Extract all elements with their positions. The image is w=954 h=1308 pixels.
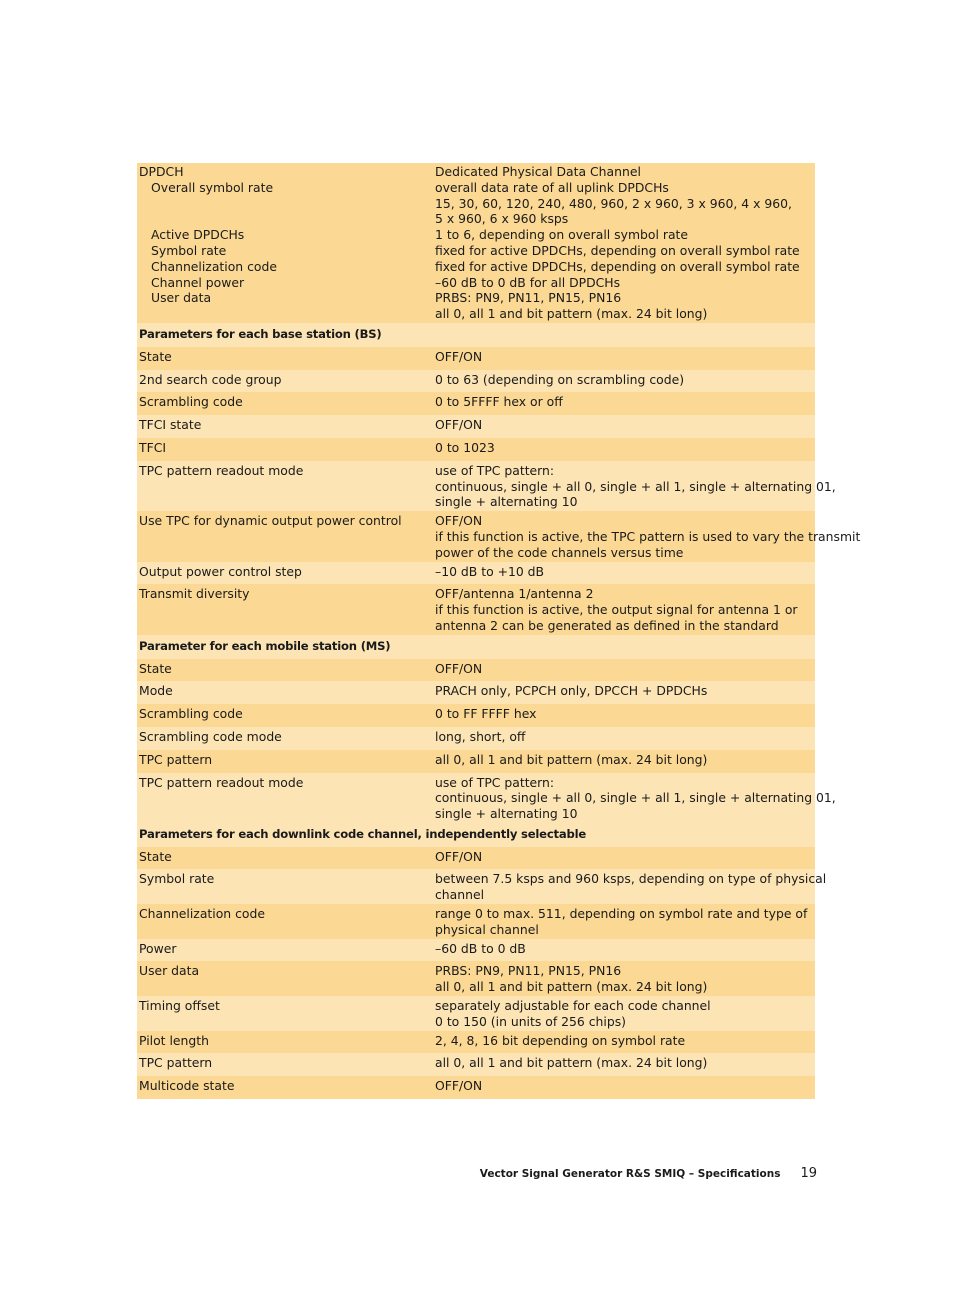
dpdch-value-line: –60 dB to 0 dB for all DPDCHs: [435, 274, 621, 290]
parameter-value: [435, 349, 815, 369]
dpdch-param-label: Overall symbol rate: [151, 179, 274, 195]
parameter-value: [435, 752, 815, 772]
table-row: [137, 904, 815, 939]
table-row: [137, 511, 861, 561]
parameter-name: Multicode state: [139, 1078, 235, 1094]
dpdch-param-label: Active DPDCHs: [151, 227, 245, 243]
dpdch-param-label: Symbol rate: [151, 242, 227, 258]
parameter-value: [435, 661, 815, 681]
table-row: [137, 869, 827, 904]
value-line: –10 dB to +10 dB: [435, 563, 545, 579]
value-line: OFF/ON: [435, 417, 483, 433]
parameter-name: Channelization code: [139, 906, 265, 922]
dpdch-block: [137, 163, 815, 323]
value-line: single + alternating 10: [435, 494, 578, 510]
page-footer: [0, 1166, 817, 1181]
parameter-name: Power: [139, 940, 177, 956]
parameter-value: [435, 394, 815, 414]
value-line: single + alternating 10: [435, 806, 578, 822]
section-heading: [137, 635, 815, 659]
table-row: [137, 415, 815, 438]
parameter-name: Output power control step: [139, 563, 302, 579]
value-line: OFF/ON: [435, 660, 483, 676]
value-line: 0 to 63 (depending on scrambling code): [435, 371, 685, 387]
dpdch-value-line: fixed for active DPDCHs, depending on overall symbol rate: [435, 242, 800, 258]
parameter-name: 2nd search code group: [139, 371, 282, 387]
table-row: [137, 961, 815, 996]
value-line: all 0, all 1 and bit pattern (max. 24 bit long): [435, 751, 708, 767]
table-row: [137, 704, 815, 727]
value-line: OFF/ON: [435, 348, 483, 364]
parameter-value: [435, 1033, 815, 1053]
parameter-name: Scrambling code: [139, 706, 243, 722]
parameter-value: [435, 372, 815, 392]
section-heading-text: Parameters for each downlink code channel, independently selectable: [139, 826, 587, 841]
parameter-value: [435, 906, 815, 938]
parameter-value: [435, 963, 815, 995]
parameter-name: Symbol rate: [139, 871, 215, 887]
value-line: use of TPC pattern:: [435, 462, 555, 478]
dpdch-value-column: [435, 164, 815, 322]
specifications-table: [137, 163, 861, 1099]
table-row: [137, 347, 815, 370]
value-line: use of TPC pattern:: [435, 774, 555, 790]
parameter-name: Pilot length: [139, 1032, 209, 1048]
table-row: [137, 438, 815, 461]
dpdch-value-line: PRBS: PN9, PN11, PN15, PN16: [435, 290, 622, 306]
dpdch-param-label: [139, 196, 429, 212]
dpdch-value-line: 15, 30, 60, 120, 240, 480, 960, 2 x 960, 3 x 960, 4 x 960,: [435, 195, 792, 211]
parameter-value: [435, 706, 815, 726]
parameter-name: TPC pattern readout mode: [139, 462, 304, 478]
value-line: physical channel: [435, 921, 539, 937]
table-row: [137, 1053, 815, 1076]
value-line: 0 to 1023: [435, 439, 495, 455]
parameter-value: [435, 941, 815, 961]
value-line: power of the code channels versus time: [435, 544, 684, 560]
parameter-name: TPC pattern readout mode: [139, 774, 304, 790]
value-line: all 0, all 1 and bit pattern (max. 24 bit long): [435, 979, 708, 995]
table-row: [137, 773, 836, 823]
parameter-value: [435, 775, 842, 822]
table-row: [137, 562, 815, 585]
dpdch-param-label: [139, 211, 429, 227]
table-row: [137, 727, 815, 750]
dpdch-param-column: [139, 164, 435, 322]
value-line: range 0 to max. 511, depending on symbol rate and type of: [435, 906, 808, 922]
parameter-name: Mode: [139, 683, 173, 699]
value-line: PRBS: PN9, PN11, PN15, PN16: [435, 963, 622, 979]
parameter-name: State: [139, 660, 172, 676]
parameter-value: [435, 729, 815, 749]
parameter-value: [435, 417, 815, 437]
parameter-value: [435, 586, 815, 633]
dpdch-param-label: Channel power: [151, 274, 245, 290]
table-row: [137, 461, 836, 511]
table-row: [137, 1076, 815, 1099]
parameter-value: [435, 463, 842, 510]
table-row: [137, 939, 815, 962]
table-row: [137, 996, 815, 1031]
table-row: [137, 659, 815, 682]
value-line: 2, 4, 8, 16 bit depending on symbol rate: [435, 1032, 686, 1048]
value-line: continuous, single + all 0, single + all 1, single + alternating 01,: [435, 478, 836, 494]
value-line: separately adjustable for each code channel: [435, 998, 711, 1014]
parameter-value: [435, 440, 815, 460]
dpdch-value-line: 5 x 960, 6 x 960 ksps: [435, 211, 569, 227]
dpdch-value-line: fixed for active DPDCHs, depending on overall symbol rate: [435, 258, 800, 274]
parameter-name: TFCI state: [139, 417, 202, 433]
parameter-value: [435, 998, 815, 1030]
value-line: 0 to 150 (in units of 256 chips): [435, 1013, 626, 1029]
table-row: [137, 584, 815, 634]
dpdch-param-label: [139, 306, 429, 322]
parameter-value: [435, 871, 832, 903]
value-line: 0 to FF FFFF hex: [435, 706, 537, 722]
value-line: antenna 2 can be generated as defined in the standard: [435, 617, 779, 633]
value-line: OFF/ON: [435, 513, 483, 529]
dpdch-param-label: Channelization code: [151, 258, 277, 274]
parameter-name: User data: [139, 963, 200, 979]
parameter-name: State: [139, 348, 172, 364]
value-line: if this function is active, the TPC pattern is used to vary the transmit: [435, 528, 861, 544]
parameter-name: Scrambling code: [139, 394, 243, 410]
table-row: [137, 370, 815, 393]
value-line: PRACH only, PCPCH only, DPCCH + DPDCHs: [435, 683, 708, 699]
value-line: OFF/ON: [435, 848, 483, 864]
section-heading: [137, 323, 815, 347]
section-heading-text: Parameters for each base station (BS): [139, 326, 382, 341]
parameter-name: State: [139, 848, 172, 864]
parameter-name: TPC pattern: [139, 1055, 213, 1071]
dpdch-value-line: all 0, all 1 and bit pattern (max. 24 bit long): [435, 306, 708, 322]
section-heading: [137, 823, 815, 847]
page-number: 19: [800, 1166, 817, 1181]
parameter-name: TPC pattern: [139, 751, 213, 767]
parameter-value: [435, 683, 815, 703]
value-line: 0 to 5FFFF hex or off: [435, 394, 563, 410]
parameter-value: [435, 849, 815, 869]
value-line: long, short, off: [435, 728, 526, 744]
dpdch-value-line: Dedicated Physical Data Channel: [435, 164, 641, 179]
dpdch-param-label: User data: [151, 290, 212, 306]
value-line: –60 dB to 0 dB: [435, 940, 526, 956]
parameter-name: Use TPC for dynamic output power control: [139, 513, 402, 529]
parameter-value: [435, 1078, 815, 1098]
dpdch-value-line: 1 to 6, depending on overall symbol rate: [435, 227, 689, 243]
dpdch-value-line: overall data rate of all uplink DPDCHs: [435, 179, 669, 195]
table-row: [137, 750, 815, 773]
parameter-value: [435, 513, 866, 560]
table-row: [137, 392, 815, 415]
footer-title: Vector Signal Generator R&S SMIQ – Specifications: [479, 1168, 781, 1180]
parameter-value: [435, 564, 815, 584]
parameter-value: [435, 1055, 815, 1075]
value-line: OFF/ON: [435, 1078, 483, 1094]
table-row: [137, 681, 815, 704]
section-heading-text: Parameter for each mobile station (MS): [139, 638, 391, 653]
value-line: continuous, single + all 0, single + all 1, single + alternating 01,: [435, 790, 836, 806]
table-row: [137, 847, 815, 870]
value-line: all 0, all 1 and bit pattern (max. 24 bit long): [435, 1055, 708, 1071]
parameter-name: Timing offset: [139, 998, 220, 1014]
value-line: if this function is active, the output signal for antenna 1 or: [435, 602, 798, 618]
parameter-name: TFCI: [139, 439, 167, 455]
parameter-name: Transmit diversity: [139, 586, 250, 602]
value-line: OFF/antenna 1/antenna 2: [435, 586, 594, 602]
value-line: between 7.5 ksps and 960 ksps, depending on type of physical: [435, 871, 827, 887]
dpdch-param-label: DPDCH: [139, 164, 184, 179]
table-row: [137, 1031, 815, 1054]
parameter-name: Scrambling code mode: [139, 728, 282, 744]
value-line: channel: [435, 887, 485, 903]
